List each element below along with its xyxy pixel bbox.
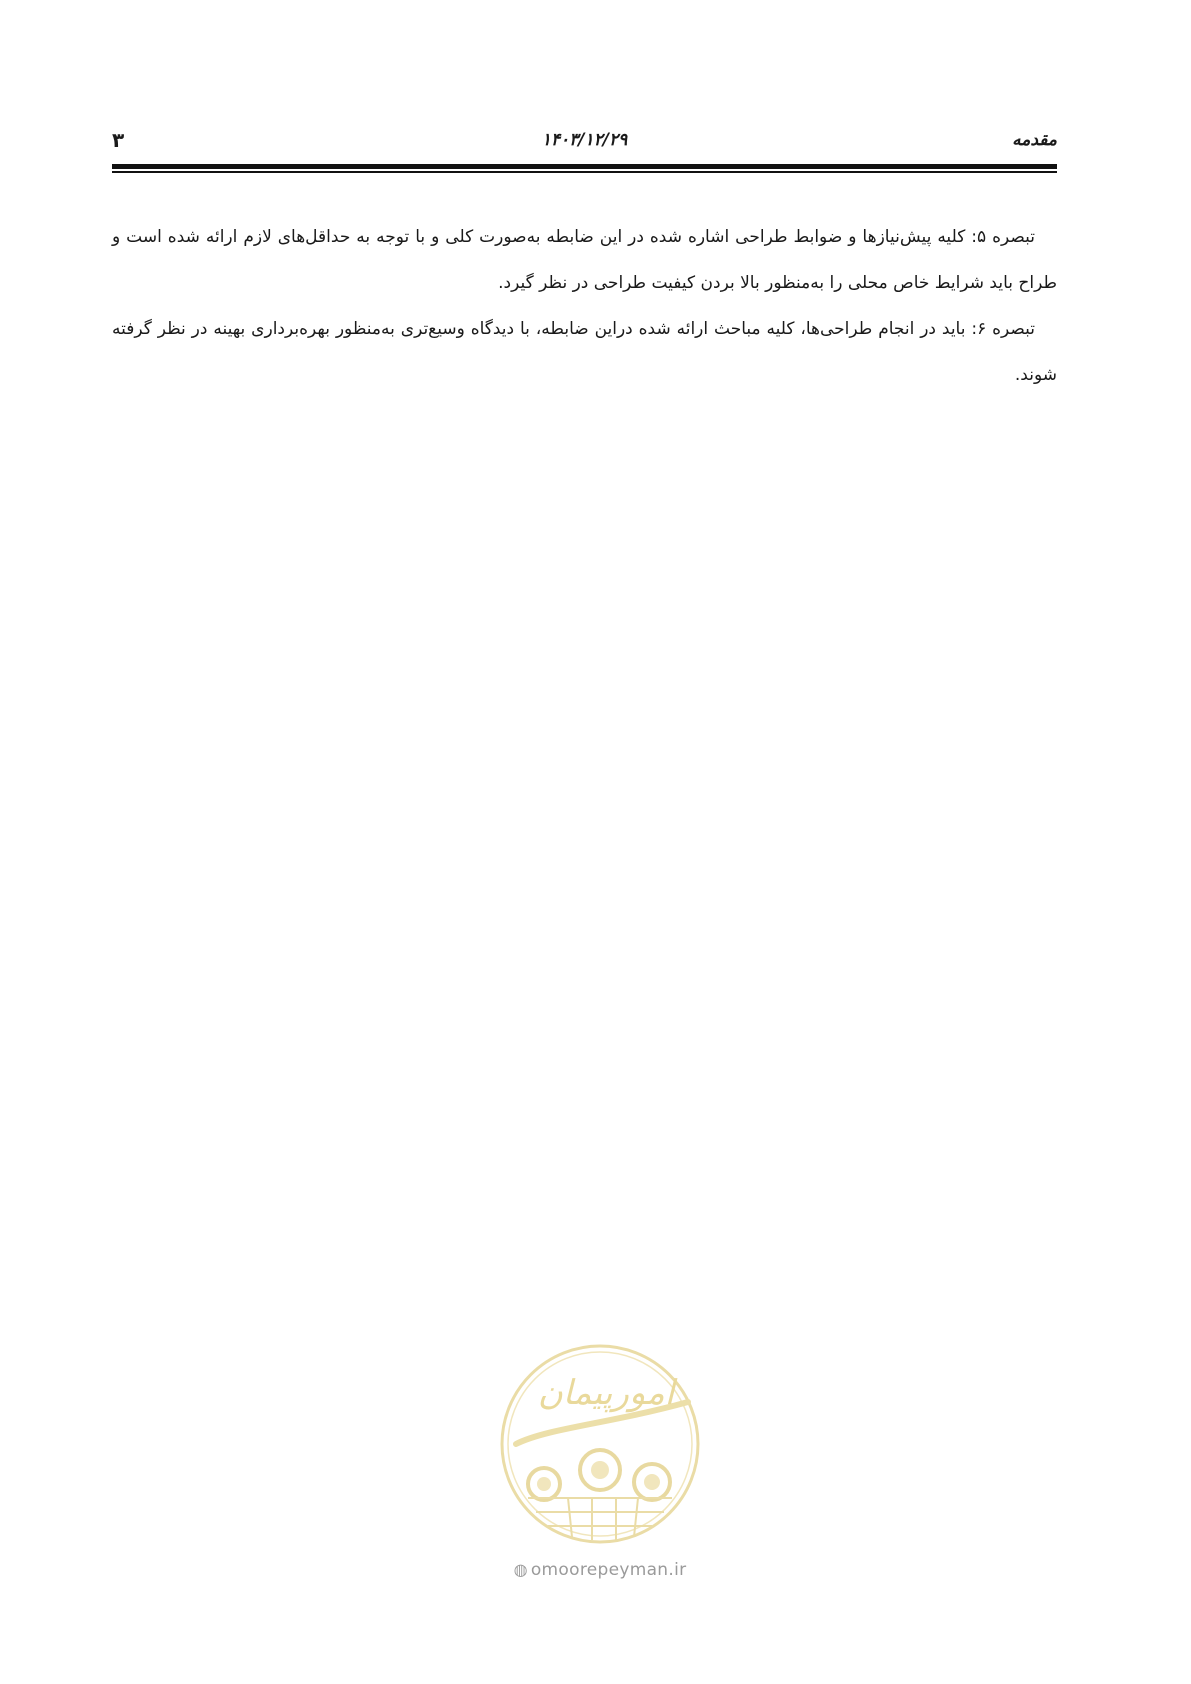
note-5-paragraph: تبصره ۵: کلیه پیش‌نیازها و ضوابط طراحی اشاره شده در این ضابطه به‌صورت کلی و با توجه به حداقل‌های لازم ارائه شده است و طراح باید شرایط خاص محلی را به‌منظور بالا بردن کیفیت طراحی در نظر گیرد. xyxy=(112,227,1057,293)
page-body xyxy=(112,214,1057,398)
header-rule-thin xyxy=(112,171,1057,173)
section-title: مقدمه xyxy=(1012,130,1057,150)
logo-seal-graphic xyxy=(488,1332,712,1556)
header-rule-thick xyxy=(112,164,1057,169)
page-number: ۳ xyxy=(112,128,125,152)
logo-script-text: امورپیمان xyxy=(537,1373,675,1413)
header-date: ۱۴۰۳/۱۲/۲۹ xyxy=(541,130,628,150)
watermark-logo xyxy=(488,1332,712,1580)
note-6-paragraph: تبصره ۶: باید در انجام طراحی‌ها، کلیه مباحث ارائه شده دراین ضابطه، با دیدگاه وسیع‌تری به‌منظور بهره‌برداری بهینه در نظر گرفته شوند. xyxy=(112,319,1057,385)
watermark-url xyxy=(488,1560,712,1580)
page-header xyxy=(112,128,1057,158)
watermark-url-text: omoorepeyman.ir xyxy=(530,1560,687,1580)
globe-icon: ◍ xyxy=(513,1560,528,1579)
